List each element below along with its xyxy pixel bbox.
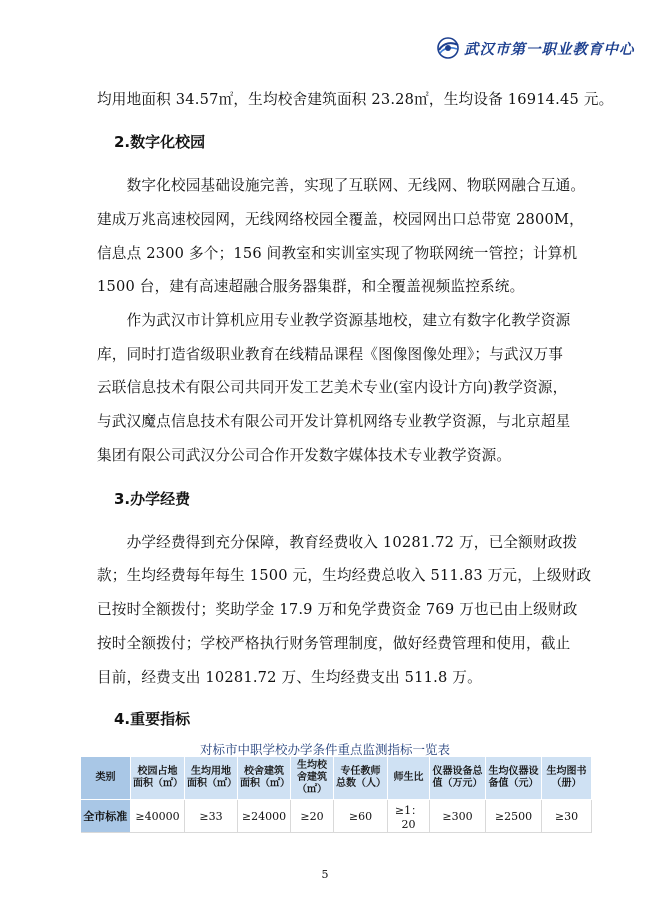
column-header: 师生比 bbox=[388, 757, 430, 800]
section2-para1-line: 1500 台，建有高速超融合服务器集群，和全覆盖视频监控系统。 bbox=[97, 278, 525, 295]
globe-swoosh-logo-icon bbox=[436, 36, 460, 60]
column-header: 校园占地面积（㎡） bbox=[131, 757, 185, 800]
table-cell: ≥1：20 bbox=[388, 800, 430, 833]
table-cell: ≥30 bbox=[542, 800, 592, 833]
section3-para-line: 按时全额拨付；学校严格执行财务管理制度，做好经费管理和使用，截止 bbox=[97, 635, 571, 652]
table-cell: ≥40000 bbox=[131, 800, 185, 833]
table-cell: ≥24000 bbox=[238, 800, 291, 833]
column-header: 生均仪器设备值（元） bbox=[486, 757, 542, 800]
row-label: 全市标准 bbox=[81, 800, 131, 833]
section3-para-line: 已按时全额拨付；奖助学金 17.9 万和免学费资金 769 万也已由上级财政 bbox=[97, 601, 578, 618]
column-header: 生均图书（册） bbox=[542, 757, 592, 800]
section2-heading: 2.数字化校园 bbox=[114, 133, 206, 151]
org-name: 武汉市第一职业教育中心 bbox=[464, 41, 635, 58]
column-header: 类别 bbox=[81, 757, 131, 800]
section2-para2-line: 与武汉魔点信息技术有限公司开发计算机网络专业教学资源，与北京超星 bbox=[97, 413, 571, 430]
table-cell: ≥20 bbox=[291, 800, 334, 833]
section2-para2-line: 库，同时打造省级职业教育在线精品课程《图像图像处理》；与武汉万事 bbox=[97, 346, 564, 363]
section2-para1-line: 信息点 2300 多个；156 间教室和实训室实现了物联网统一管控；计算机 bbox=[97, 245, 578, 262]
section2-para2-line: 集团有限公司武汉分公司合作开发数字媒体技术专业教学资源。 bbox=[97, 447, 512, 464]
metrics-table bbox=[80, 756, 592, 833]
page-number: 5 bbox=[321, 868, 329, 881]
table-row bbox=[81, 800, 592, 833]
intro-line: 均用地面积 34.57㎡，生均校舍建筑面积 23.28㎡，生均设备 16914.45 元。 bbox=[97, 91, 614, 108]
table-cell: ≥2500 bbox=[486, 800, 542, 833]
column-header: 校舍建筑面积（㎡） bbox=[238, 757, 291, 800]
section2-para1-line: 数字化校园基础设施完善，实现了互联网、无线网、物联网融合互通。 bbox=[97, 177, 586, 194]
section3-para-line: 目前，经费支出 10281.72 万、生均经费支出 511.8 万。 bbox=[97, 669, 482, 686]
section3-para-line: 办学经费得到充分保障，教育经费收入 10281.72 万，已全额财政拨 bbox=[97, 534, 578, 551]
table-header-row bbox=[81, 757, 592, 800]
section2-para1-line: 建成万兆高速校园网，无线网络校园全覆盖，校园网出口总带宽 2800M， bbox=[97, 211, 584, 228]
table-cell: ≥60 bbox=[334, 800, 388, 833]
header-logo bbox=[436, 36, 635, 60]
column-header: 生均用地面积（㎡） bbox=[185, 757, 238, 800]
column-header: 仪器设备总值（万元） bbox=[430, 757, 486, 800]
table-cell: ≥33 bbox=[185, 800, 238, 833]
column-header: 生均校舍建筑（㎡） bbox=[291, 757, 334, 800]
section3-para-line: 款；生均经费每年每生 1500 元，生均经费总收入 511.83 万元，上级财政 bbox=[97, 567, 592, 584]
section4-heading: 4.重要指标 bbox=[114, 710, 191, 728]
column-header: 专任教师总数（人） bbox=[334, 757, 388, 800]
section3-heading: 3.办学经费 bbox=[114, 490, 191, 508]
section2-para2-line: 云联信息技术有限公司共同开发工艺美术专业(室内设计方向)教学资源， bbox=[97, 379, 568, 396]
table-cell: ≥300 bbox=[430, 800, 486, 833]
section2-para2-line: 作为武汉市计算机应用专业教学资源基地校，建立有数字化教学资源 bbox=[97, 312, 571, 329]
table-title: 对标市中职学校办学条件重点监测指标一览表 bbox=[200, 742, 451, 757]
